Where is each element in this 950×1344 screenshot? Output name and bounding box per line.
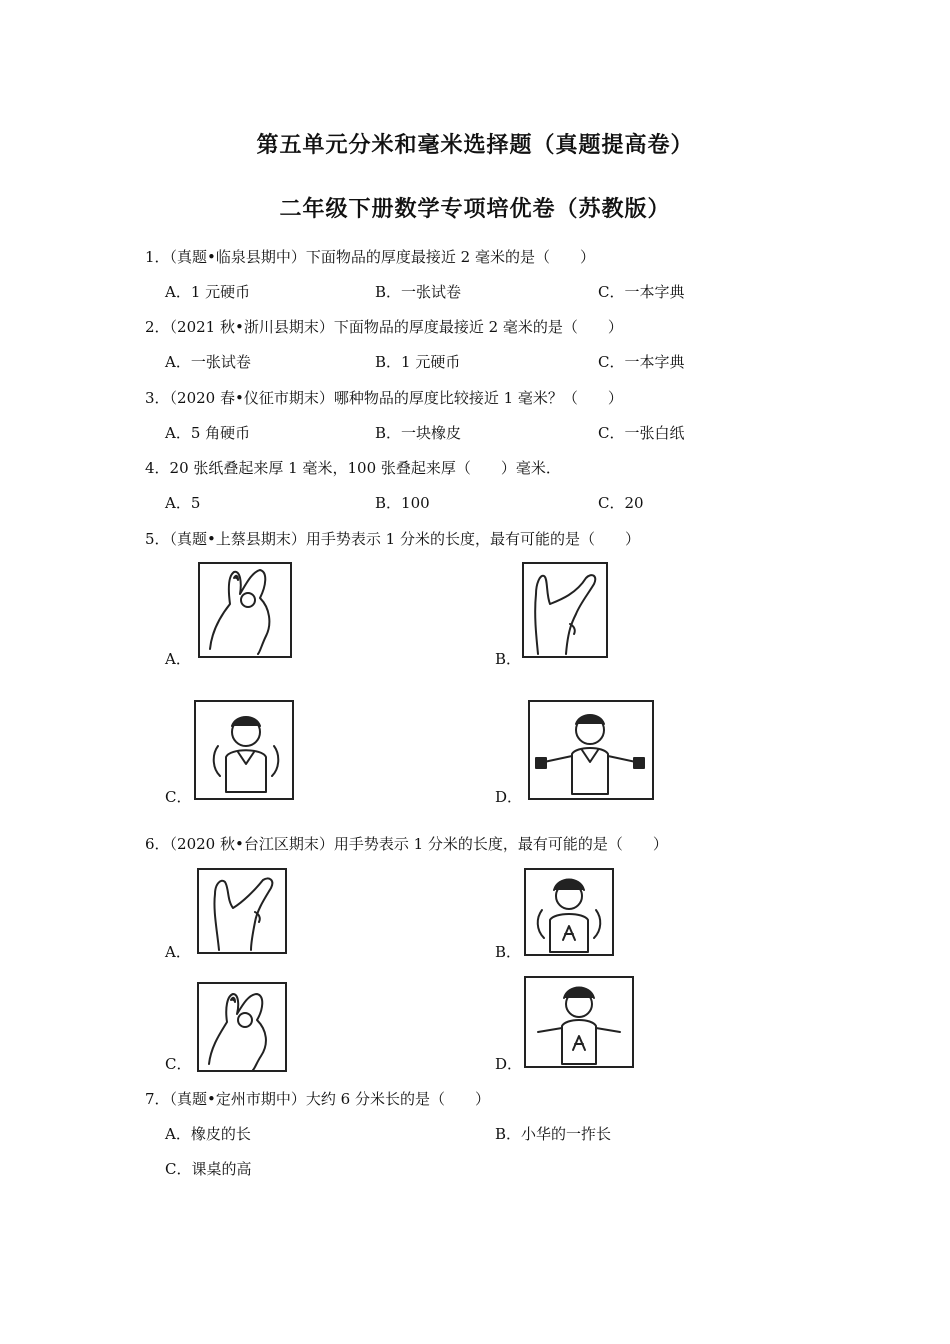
child-arms-wide-icon[interactable] [528,700,654,800]
q6-option-b[interactable]: B． [495,943,522,961]
q7-option-c[interactable]: C．课桌的高 [165,1160,252,1178]
child-hands-close-icon[interactable] [194,700,294,800]
q4-option-c[interactable]: C．20 [598,494,644,512]
question-6: 6．（2020 秋•台江区期末）用手势表示 1 分米的长度，最有可能的是（ ） [145,835,668,853]
q7-option-a[interactable]: A．橡皮的长 [165,1125,251,1143]
q3-option-c[interactable]: C．一张白纸 [598,424,685,442]
q4-option-b[interactable]: B．100 [375,494,430,512]
question-3: 3．（2020 春•仪征市期末）哪种物品的厚度比较接近 1 毫米？（ ） [145,389,623,407]
child-hands-close-icon[interactable] [524,868,614,956]
hand-pinch-icon[interactable] [197,982,287,1072]
q5-option-d[interactable]: D． [495,788,523,806]
q2-option-c[interactable]: C．一本字典 [598,353,685,371]
question-5: 5．（真题•上蔡县期末）用手势表示 1 分米的长度，最有可能的是（ ） [145,530,640,548]
page-subtitle: 二年级下册数学专项培优卷（苏教版） [279,197,671,222]
hand-spread-icon[interactable] [522,562,608,658]
q5-option-c[interactable]: C． [165,788,192,806]
q6-option-c[interactable]: C． [165,1055,192,1073]
q1-option-a[interactable]: A．1 元硬币 [165,283,251,301]
q6-option-d[interactable]: D． [495,1055,523,1073]
q3-option-b[interactable]: B．一块橡皮 [375,424,462,442]
q7-option-b[interactable]: B．小华的一拃长 [495,1125,612,1143]
q2-option-a[interactable]: A．一张试卷 [165,353,251,371]
page-title: 第五单元分米和毫米选择题（真题提高卷） [256,133,694,158]
q4-option-a[interactable]: A．5 [165,494,201,512]
question-7: 7．（真题•定州市期中）大约 6 分米长的是（ ） [145,1090,490,1108]
hand-pinch-icon[interactable] [198,562,292,658]
question-4: 4．20 张纸叠起来厚 1 毫米，100 张叠起来厚（ ）毫米． [145,459,561,477]
q6-option-a[interactable]: A． [165,943,191,961]
question-1: 1．（真题•临泉县期中）下面物品的厚度最接近 2 毫米的是（ ） [145,248,595,266]
q5-option-b[interactable]: B． [495,650,522,668]
question-2: 2．（2021 秋•浙川县期末）下面物品的厚度最接近 2 毫米的是（ ） [145,318,623,336]
q3-option-a[interactable]: A．5 角硬币 [165,424,251,442]
hand-spread-icon[interactable] [197,868,287,954]
q5-option-a[interactable]: A． [165,650,191,668]
q2-option-b[interactable]: B．1 元硬币 [375,353,461,371]
q1-option-c[interactable]: C．一本字典 [598,283,685,301]
child-arms-wide-icon[interactable] [524,976,634,1068]
q1-option-b[interactable]: B．一张试卷 [375,283,462,301]
